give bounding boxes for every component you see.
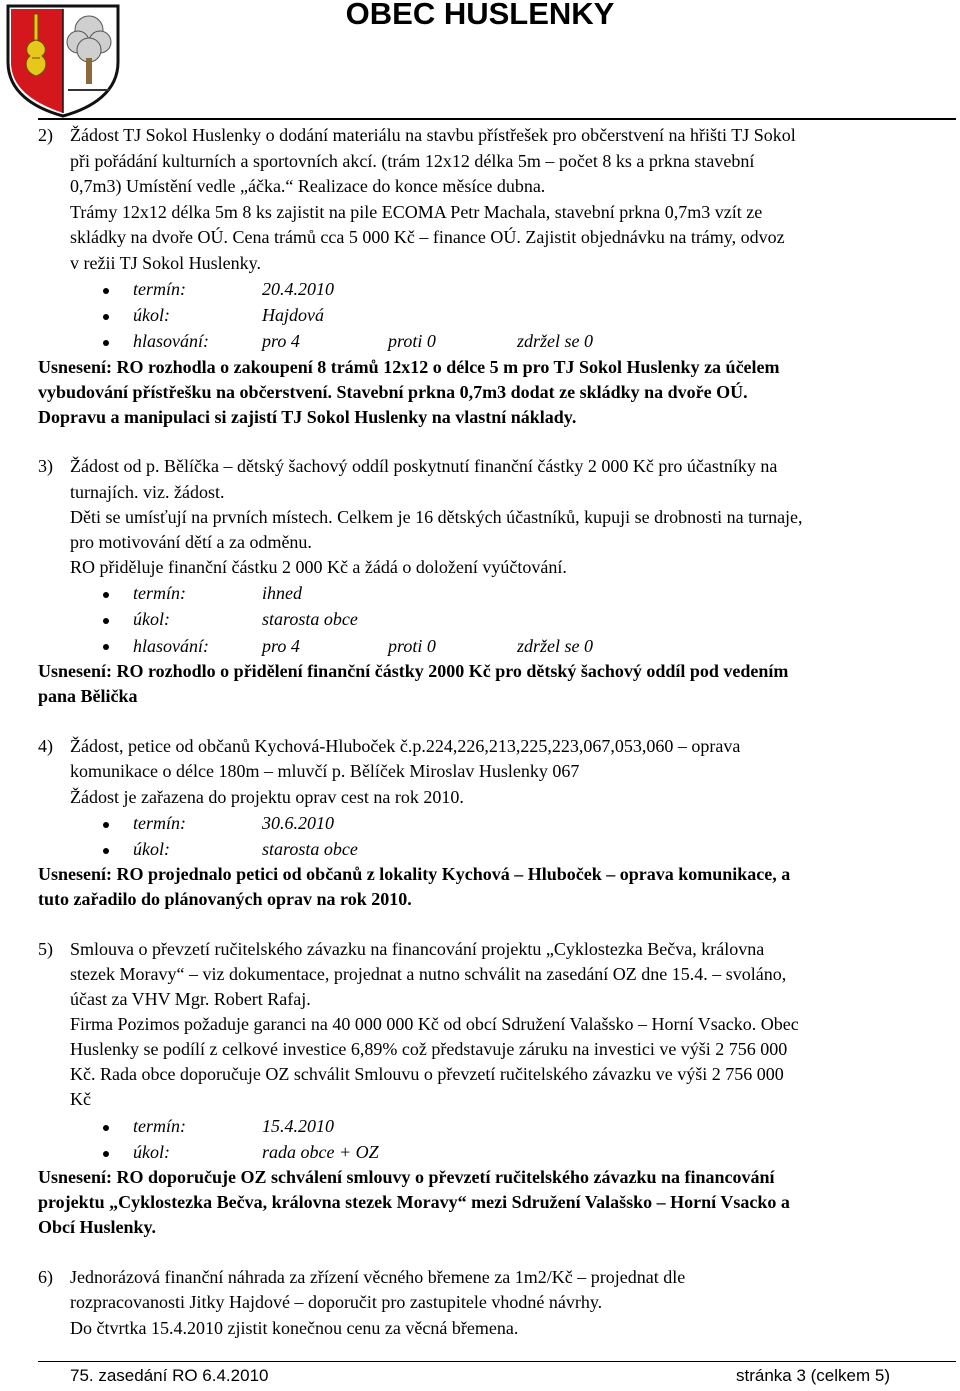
item-4-number: 4) — [38, 736, 53, 756]
deadline-value: ihned — [262, 583, 302, 603]
item-5-number: 5) — [38, 939, 53, 959]
item-5-text-line: Smlouva o převzetí ručitelského závazku na financování projektu „Cyklostezka Bečva, královna — [70, 939, 765, 959]
item-5-text-line: Kč — [70, 1089, 91, 1109]
task-value: Hajdová — [262, 305, 324, 325]
task-label: úkol: — [133, 609, 170, 629]
item-2-text-line: v režii TJ Sokol Huslenky. — [70, 253, 261, 273]
item-5-text-line: Firma Pozimos požaduje garanci na 40 000 000 Kč od obcí Sdružení Valašsko – Horní Vsacko. Obec — [70, 1014, 799, 1034]
deadline-value: 20.4.2010 — [262, 279, 334, 299]
item-3-text-line: turnajích. viz. žádost. — [70, 482, 225, 502]
footer-meeting: 75. zasedání RO 6.4.2010 — [70, 1366, 269, 1385]
bullet-icon — [103, 822, 109, 828]
vote-abstain: zdržel se 0 — [517, 331, 593, 351]
bullet-icon — [103, 618, 109, 624]
item-3-text-line: RO přiděluje finanční částku 2 000 Kč a žádá o doložení vyúčtování. — [70, 557, 567, 577]
item-3-text-line: Žádost od p. Bělíčka – dětský šachový oddíl poskytnutí finanční částky 2 000 Kč pro účastníky na — [70, 456, 778, 476]
resolution-line: Usnesení: RO doporučuje OZ schválení smlouvy o převzetí ručitelského závazku na financování — [38, 1167, 775, 1187]
bullet-icon — [103, 314, 109, 320]
task-label: úkol: — [133, 839, 170, 859]
item-2-text-line: při pořádání kulturních a sportovních akcí. (trám 12x12 délka 5m – počet 8 ks a prkna stavební — [70, 151, 755, 171]
bullet-icon — [103, 1151, 109, 1157]
vote-abstain: zdržel se 0 — [517, 636, 593, 656]
bullet-icon — [103, 848, 109, 854]
item-5-text-line: Huslenky se podílí z celkové investice 6,89% což představuje záruku na investici ve výši 2 756 000 — [70, 1039, 788, 1059]
resolution-line: tuto zařadilo do plánovaných oprav na rok 2010. — [38, 889, 412, 909]
resolution-line: vybudování přístřešku na občerstvení. Stavební prkna 0,7m3 dodat ze skládky na dvoře OÚ. — [38, 382, 748, 402]
item-3-number: 3) — [38, 456, 53, 476]
item-2-text-line: 0,7m3) Umístění vedle „áčka.“ Realizace do konce měsíce dubna. — [70, 176, 546, 196]
vote-label: hlasování: — [133, 636, 209, 656]
resolution-line: Dopravu a manipulaci si zajistí TJ Sokol Huslenky na vlastní náklady. — [38, 407, 577, 427]
resolution-line: Obcí Huslenky. — [38, 1217, 157, 1237]
item-6-text-line: Do čtvrtka 15.4.2010 zjistit konečnou cenu za věcná břemena. — [70, 1318, 519, 1338]
item-4-text-line: komunikace o délce 180m – mluvčí p. Bělíček Miroslav Huslenky 067 — [70, 761, 580, 781]
resolution-line: Usnesení: RO rozhodla o zakoupení 8 trámů 12x12 o délce 5 m pro TJ Sokol Huslenky za účelem — [38, 357, 780, 377]
item-2-text-line: Žádost TJ Sokol Huslenky o dodání materiálu na stavbu přístřešek pro občerstvení na hřišti TJ Sokol — [70, 125, 796, 145]
item-5-text-line: stezek Moravy“ – viz dokumentace, projednat a nutno schválit na zasedání OZ dne 15.4. – svoláno, — [70, 964, 787, 984]
vote-against: proti 0 — [388, 331, 436, 351]
item-2-text-line: Trámy 12x12 délka 5m 8 ks zajistit na pile ECOMA Petr Machala, stavební prkna 0,7m3 vzít ze — [70, 202, 763, 222]
item-5-text-line: Kč. Rada obce doporučuje OZ schválit Smlouvu o převzetí ručitelského závazku ve výši 2 756 000 — [70, 1064, 784, 1084]
resolution-line: pana Běličkа — [38, 686, 138, 706]
deadline-label: termín: — [133, 813, 186, 833]
footer-divider — [38, 1361, 956, 1362]
resolution-line: projektu „Cyklostezka Bečva, královna stezek Moravy“ mezi Sdružení Valašsko – Horní Vsacko a — [38, 1192, 790, 1212]
vote-label: hlasování: — [133, 331, 209, 351]
vote-for: pro 4 — [262, 331, 300, 351]
task-value: starosta obce — [262, 609, 358, 629]
bullet-icon — [103, 592, 109, 598]
deadline-label: termín: — [133, 279, 186, 299]
task-label: úkol: — [133, 1142, 170, 1162]
item-6-text-line: rozpracovanosti Jitky Hajdové – doporučit pro zastupitele vhodné návrhy. — [70, 1292, 603, 1312]
bullet-icon — [103, 340, 109, 346]
item-4-text-line: Žádost je zařazena do projektu oprav cest na rok 2010. — [70, 787, 464, 807]
deadline-label: termín: — [133, 583, 186, 603]
item-5-text-line: účast za VHV Mgr. Robert Rafaj. — [70, 989, 311, 1009]
deadline-value: 15.4.2010 — [262, 1116, 334, 1136]
vote-against: proti 0 — [388, 636, 436, 656]
deadline-label: termín: — [133, 1116, 186, 1136]
resolution-line: Usnesení: RO projednalo petici od občanů z lokality Kychová – Hluboček – oprava komunikace, a — [38, 864, 791, 884]
deadline-value: 30.6.2010 — [262, 813, 334, 833]
footer-page-number: stránka 3 (celkem 5) — [736, 1366, 890, 1385]
vote-for: pro 4 — [262, 636, 300, 656]
item-3-text-line: Děti se umísťují na prvních místech. Celkem je 16 dětských účastníků, kupuji se drobnosti na turnaje, — [70, 507, 803, 527]
item-3-text-line: pro motivování dětí a za odměnu. — [70, 532, 312, 552]
bullet-icon — [103, 1125, 109, 1131]
header-divider — [38, 118, 956, 120]
task-value: rada obce + OZ — [262, 1142, 379, 1162]
bullet-icon — [103, 288, 109, 294]
page-title: OBEC HUSLENKY — [345, 0, 615, 31]
task-value: starosta obce — [262, 839, 358, 859]
item-6-number: 6) — [38, 1267, 53, 1287]
bullet-icon — [103, 644, 109, 650]
item-2-text-line: skládky na dvoře OÚ. Cena trámů cca 5 000 Kč – finance OÚ. Zajistit objednávku na trámy, odvoz — [70, 227, 785, 247]
item-6-text-line: Jednorázová finanční náhrada za zřízení věcného břemene za 1m2/Kč – projednat dle — [70, 1267, 686, 1287]
task-label: úkol: — [133, 305, 170, 325]
item-4-text-line: Žádost, petice od občanů Kychová-Hluboček č.p.224,226,213,225,223,067,053,060 – oprava — [70, 736, 741, 756]
item-2-number: 2) — [38, 125, 53, 145]
resolution-line: Usnesení: RO rozhodlo o přidělení finanční částky 2000 Kč pro dětský šachový oddíl pod vedením — [38, 661, 789, 681]
